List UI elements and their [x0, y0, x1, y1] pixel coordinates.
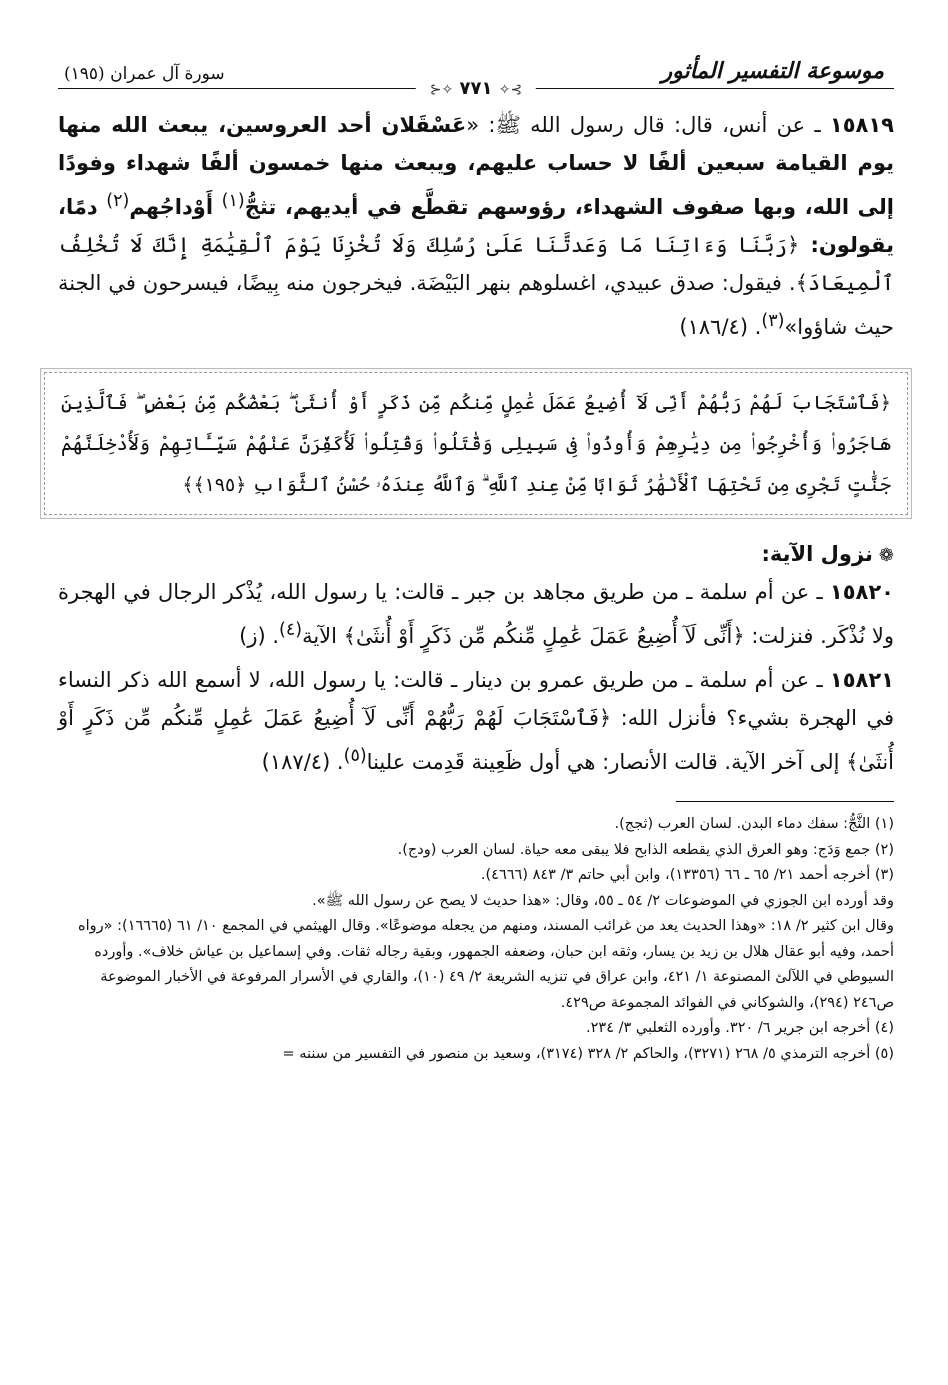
series-title: موسوعة التفسير المأثور	[661, 58, 884, 84]
footnote-3-cont-b: وقال ابن كثير ٢/ ١٨: «وهذا الحديث يعد من غرائب المسند، ومنهم من يجعله موضوعًا». وقال الهيثمي في المجمع ١٠/ ٦١ (١٦٦٦٥): «رواه أحمد، وفيه أبو عقال هلال بن زيد بن يسار، وثقه ابن حبان، وضعفه الجمهور، وبقية رجاله ثقات. وفي إسماعيل بن عياش خلاف». وأورده السيوطي في اللآلئ المصنوعة ١/ ٤٢١، وابن عراق في تنزيه الشريعة ٢/ ٤٩ (١٠)، والقاري في الأسرار المرفوعة في الأخبار الموضوعة ص٢٤٦ (٢٩٤)، والشوكاني في الفوائد المجموعة ص٤٢٩.	[78, 918, 894, 1011]
left-ornament-icon: ⊱✧	[498, 82, 523, 98]
book-page	[58, 40, 894, 1385]
section-heading	[58, 537, 894, 573]
verse-frame	[40, 368, 912, 519]
hadith-15819	[58, 106, 894, 346]
footnote-5: (٥) أخرجه الترمذي ٥/ ٢٦٨ (٣٢٧١)، والحاكم ٢/ ٣٢٨ (٣١٧٤)، وسعيد بن منصور في التفسير من سننه =	[282, 1045, 894, 1062]
hadith-citation: . (ز)	[239, 624, 280, 648]
hadith-citation: . (١٨٧/٤)	[261, 750, 344, 774]
footnote-ref-3[interactable]: (٣)	[761, 311, 785, 331]
quran-quote: ﴿فَٱسْتَجَابَ لَهُمْ رَبُّهُمْ أَنِّى لَآ أُضِيعُ عَمَلَ عَٰمِلٍ مِّنكُم مِّن ذَكَرٍ أَوْ أُنثَىٰ﴾	[58, 706, 894, 774]
quran-quote: ﴿أَنِّى لَآ أُضِيعُ عَمَلَ عَٰمِلٍ مِّنكُم مِّن ذَكَرٍ أَوْ أُنثَىٰ﴾	[343, 624, 745, 648]
hadith-text: ـ عن أم سلمة ـ من طريق مجاهد بن جبر ـ قالت: يا رسول الله، يُذْكر الرجال في الهجرة ولا نُذْكَر. فنزلت:	[58, 580, 894, 648]
hadith-matn-2: أَوْداجُهم	[129, 195, 222, 219]
flower-ornament-icon: ❁	[878, 545, 894, 566]
footnote-ref-1[interactable]: (١)	[221, 191, 245, 211]
hadith-intro: ـ عن أنس، قال: قال رسول الله ﷺ: «	[466, 113, 830, 137]
hadith-number: ١٥٨٢٠	[829, 580, 894, 604]
hadith-number: ١٥٨٢١	[829, 668, 894, 692]
footnote-1: (١) الثَّجُّ: سفك دماء البدن. لسان العرب (ثجج).	[614, 816, 894, 832]
footnote-ref-4[interactable]: (٤)	[279, 620, 303, 640]
hadith-15821	[58, 661, 894, 781]
footnote-3-cont-a: وقد أورده ابن الجوزي في الموضوعات ٢/ ٥٤ ـ ٥٥، وقال: «هذا حديث لا يصح عن رسول الله ﷺ».	[312, 892, 894, 909]
hadith-continuation: إلى آخر الآية. قالت الأنصار: هي أول ظَعِينة قَدِمت علينا	[366, 750, 847, 774]
hadith-matn-3: دمًا، يقولون:	[58, 195, 894, 257]
footnote-2: (٢) جمع وَدَج: وهو العرق الذي يقطعه الذابح فلا يبقى معه حياة. لسان العرب (ودج).	[397, 841, 894, 858]
verse-text: ﴿فَٱسْتَجَابَ لَهُمْ رَبُّهُمْ أَنِّى لَآ أُضِيعُ عَمَلَ عَٰمِلٍ مِّنكُم مِّن ذَكَرٍ أَوْ أُنثَىٰ ۖ بَعْضُكُم مِّنۢ بَعْضٍ ۖ فَٱلَّذِينَ هَاجَرُوا۟ وَأُخْرِجُوا۟ مِن دِيَٰرِهِمْ وَأُوذُوا۟ فِى سَبِيلِى وَقَٰتَلُوا۟ وَقُتِلُوا۟ لَأُكَفِّرَنَّ عَنْهُمْ سَيِّـَٔاتِهِمْ وَلَأُدْخِلَنَّهُمْ جَنَّٰتٍ تَجْرِى مِن تَحْتِهَا ٱلْأَنْهَٰرُ ثَوَابًا مِّنْ عِندِ ٱللَّهِ ۗ وَٱللَّهُ عِندَهُۥ حُسْنُ ٱلثَّوَابِ ﴿١٩٥﴾﴾	[44, 372, 908, 515]
right-ornament-icon: ✧⊰	[429, 82, 454, 98]
footnote-4: (٤) أخرجه ابن جرير ٦/ ٣٢٠. وأورده الثعلبي ٣/ ٢٣٤.	[586, 1020, 894, 1036]
hadith-continuation: . فيقول: صدق عبيدي، اغسلوهم بنهر البَيْضَة. فيخرجون منه بِيضًا، فيسرحون في الجنة حيث شاؤوا»	[58, 271, 894, 339]
footnote-ref-2[interactable]: (٢)	[106, 191, 130, 211]
hadith-text: ـ عن أم سلمة ـ من طريق عمرو بن دينار ـ قالت: يا رسول الله، لا أسمع الله ذكر النساء في الهجرة بشيء؟ فأنزل الله:	[58, 668, 894, 730]
footnote-separator	[676, 801, 894, 802]
quran-quote: ﴿رَبَّنَا وَءَاتِنَا مَا وَعَدتَّنَا عَلَىٰ رُسُلِكَ وَلَا تُخْزِنَا يَوْمَ ٱلْقِيَٰمَةِ إِنَّكَ لَا تُخْلِفُ ٱلْمِيعَادَ﴾	[58, 233, 894, 295]
hadith-continuation: الآية	[302, 624, 344, 648]
footnote-ref-5[interactable]: (٥)	[343, 746, 367, 766]
hadith-15820	[58, 573, 894, 655]
page-number	[416, 78, 536, 99]
footnotes	[58, 812, 894, 1067]
hadith-number: ١٥٨١٩	[829, 113, 894, 137]
page-number-value: ٧٧١	[459, 78, 493, 99]
section-title: نزول الآية:	[761, 542, 873, 566]
footnote-3: (٣) أخرجه أحمد ٢١/ ٦٥ ـ ٦٦ (١٣٣٥٦)، وابن أبي حاتم ٣/ ٨٤٣ (٤٦٦٦).	[480, 867, 894, 883]
hadith-matn: عَسْقَلان أحد العروسين، يبعث الله منها يوم القيامة سبعين ألفًا لا حساب عليهم، ويبعث منها خمسون ألفًا شهداء وفودًا إلى الله، وبها صفوف الشهداء، رؤوسهم تقطَّع في أيديهم، تثجُّ	[58, 113, 894, 219]
hadith-citation: . (١٨٦/٤)	[679, 315, 762, 339]
page-header	[58, 40, 894, 100]
surah-title: سورة آل عمران (١٩٥)	[64, 64, 225, 84]
